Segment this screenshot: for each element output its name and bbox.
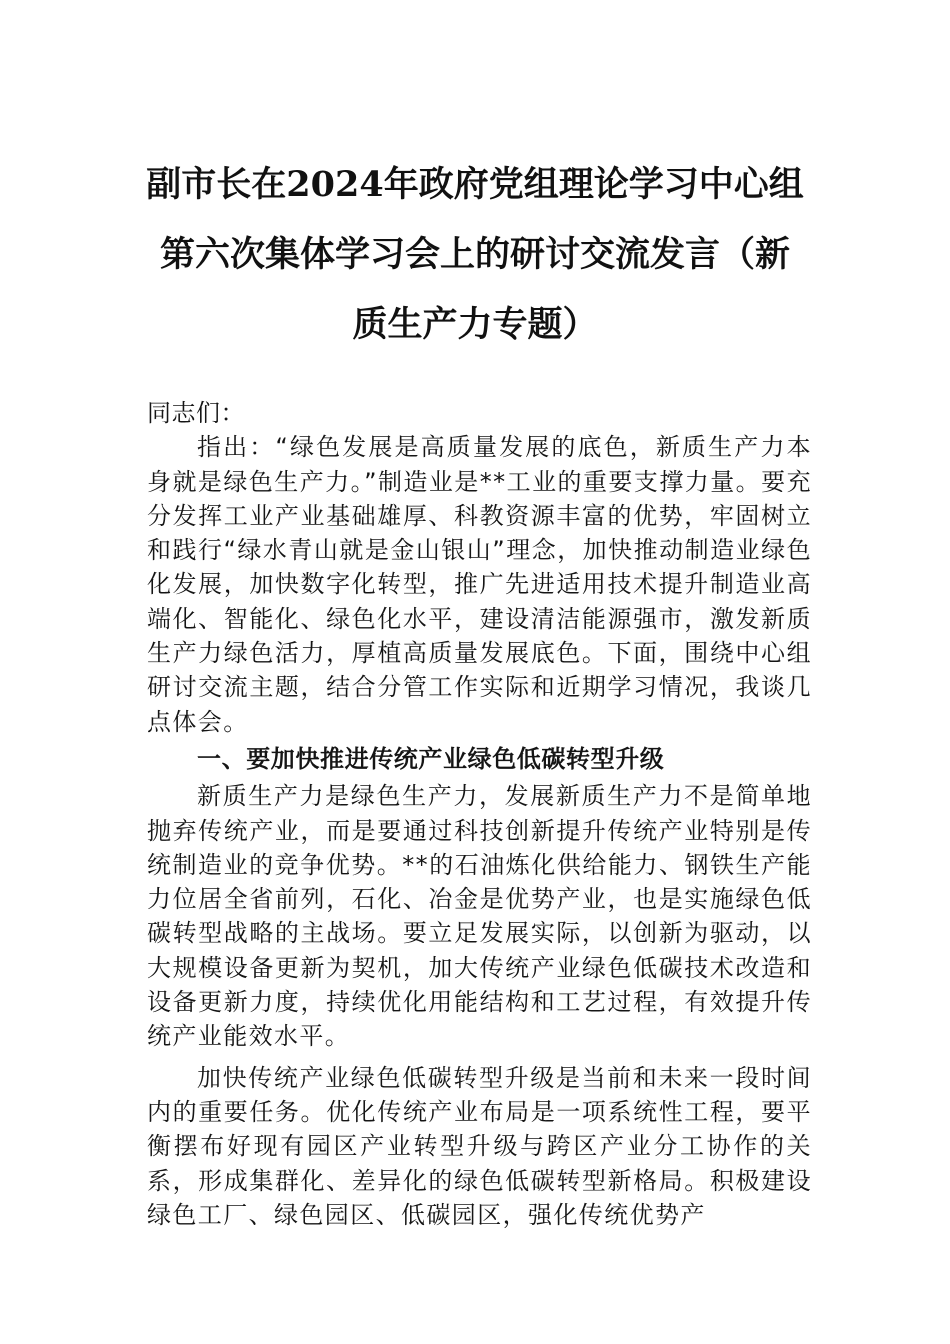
title-line-1: 副市长在2024年政府党组理论学习中心组 xyxy=(146,164,804,205)
title-line-3: 质生产力专题） xyxy=(352,304,598,345)
body-paragraph: 加快传统产业绿色低碳转型升级是当前和未来一段时间内的重要任务。优化传统产业布局是一项系统性工程，要平衡摆布好现有园区产业转型升级与跨区产业分工协作的关系，形成集群化、差异化的绿色低碳转型新格局。积极建设绿色工厂、绿色园区、低碳园区，强化传统优势产 xyxy=(147,1063,812,1229)
document-title xyxy=(120,150,830,360)
body-paragraph: 新质生产力是绿色生产力，发展新质生产力不是简单地抛弃传统产业，而是要通过科技创新提升传统产业特别是传统制造业的竞争优势。**的石油炼化供给能力、钢铁生产能力位居全省前列，石化、冶金是优势产业，也是实施绿色低碳转型战略的主战场。要立足发展实际，以创新为驱动，以大规模设备更新为契机，加大传统产业绿色低碳技术改造和设备更新力度，持续优化用能结构和工艺过程，有效提升传统产业能效水平。 xyxy=(147,782,812,1051)
title-line-2: 第六次集体学习会上的研讨交流发言（新 xyxy=(159,234,790,275)
salutation: 同志们： xyxy=(147,399,245,427)
intro-paragraph: 指出：“绿色发展是高质量发展的底色，新质生产力本身就是绿色生产力。”制造业是**工业的重要支撑力量。要充分发挥工业产业基础雄厚、科教资源丰富的优势，牢固树立和践行“绿水青山就是金山银山”理念，加快推动制造业绿色化发展，加快数字化转型，推广先进适用技术提升制造业高端化、智能化、绿色化水平，建设清洁能源强市，激发新质生产力绿色活力，厚植高质量发展底色。下面，围绕中心组研讨交流主题，结合分管工作实际和近期学习情况，我谈几点体会。 xyxy=(147,433,812,736)
section-heading: 一、要加快推进传统产业绿色低碳转型升级 xyxy=(197,744,665,773)
spacer xyxy=(147,1054,812,1061)
document-body xyxy=(147,396,812,1232)
